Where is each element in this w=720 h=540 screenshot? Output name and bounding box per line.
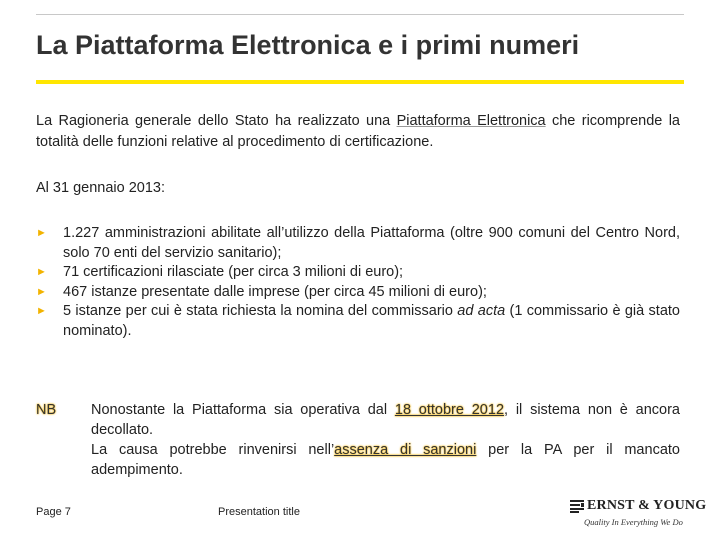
bullet-text-before: 5 istanze per cui è stata richiesta la nomina del commissario bbox=[63, 303, 458, 319]
nb-l1-before: Nonostante la Piattaforma sia operativa dal bbox=[91, 402, 395, 418]
list-item bbox=[36, 302, 680, 341]
bullet-text-after: (1 commissario è già stato nominato). bbox=[63, 303, 680, 339]
bullet-arrow-icon: ► bbox=[36, 227, 47, 239]
bullet-arrow-icon: ► bbox=[36, 305, 47, 317]
bullet-italic-term: ad acta bbox=[457, 303, 506, 319]
logo-mark-icon bbox=[570, 500, 584, 513]
page-number: Page 7 bbox=[36, 506, 71, 518]
nb-note bbox=[91, 400, 680, 480]
nb-line-2 bbox=[91, 440, 680, 480]
top-divider bbox=[36, 14, 684, 15]
nb-l2-after: per la PA per il mancato adempimento. bbox=[91, 442, 680, 478]
nb-l2-before: La causa potrebbe rinvenirsi nell’ bbox=[91, 442, 335, 458]
slide-title: La Piattaforma Elettronica e i primi numeri bbox=[36, 30, 580, 60]
list-item bbox=[36, 263, 680, 283]
nb-l1-after: , il sistema non è ancora decollato. bbox=[91, 402, 680, 438]
bullet-text: 1.227 amministrazioni abilitate all’utilizzo della Piattaforma (oltre 900 comuni del Centro Nord, solo 70 enti del servizio sanitario); bbox=[63, 225, 680, 261]
nb-highlight-sanctions: assenza di sanzioni bbox=[334, 442, 477, 458]
logo-wordmark: ERNST & YOUNG bbox=[587, 498, 707, 513]
bullet-arrow-icon: ► bbox=[36, 285, 47, 298]
logo-tagline: Quality In Everything We Do bbox=[584, 517, 683, 527]
nb-highlight-date: 18 ottobre 2012 bbox=[394, 402, 505, 418]
bullet-text: 71 certificazioni rilasciate (per circa 3 milioni di euro); bbox=[63, 264, 404, 280]
intro-text-before: La Ragioneria generale dello Stato ha realizzato una bbox=[36, 113, 397, 129]
bullet-text: 467 istanze presentate dalle imprese (per circa 45 milioni di euro); bbox=[63, 283, 487, 300]
footer-presentation-title: Presentation title bbox=[218, 506, 300, 518]
list-item bbox=[36, 224, 680, 263]
bullet-arrow-icon: ► bbox=[36, 266, 47, 278]
nb-label: NB bbox=[36, 402, 57, 418]
stats-bullet-list bbox=[36, 224, 680, 341]
nb-line-1 bbox=[91, 400, 680, 440]
intro-text-after: che ricomprende la totalità delle funzioni relative al procedimento di certificazione. bbox=[36, 113, 680, 150]
ernst-young-logo bbox=[568, 498, 707, 530]
intro-paragraph bbox=[36, 111, 680, 153]
title-underline-yellow bbox=[36, 80, 684, 84]
list-item bbox=[36, 283, 680, 303]
intro-platform-name: Piattaforma Elettronica bbox=[396, 113, 546, 129]
date-line: Al 31 gennaio 2013: bbox=[36, 180, 165, 196]
